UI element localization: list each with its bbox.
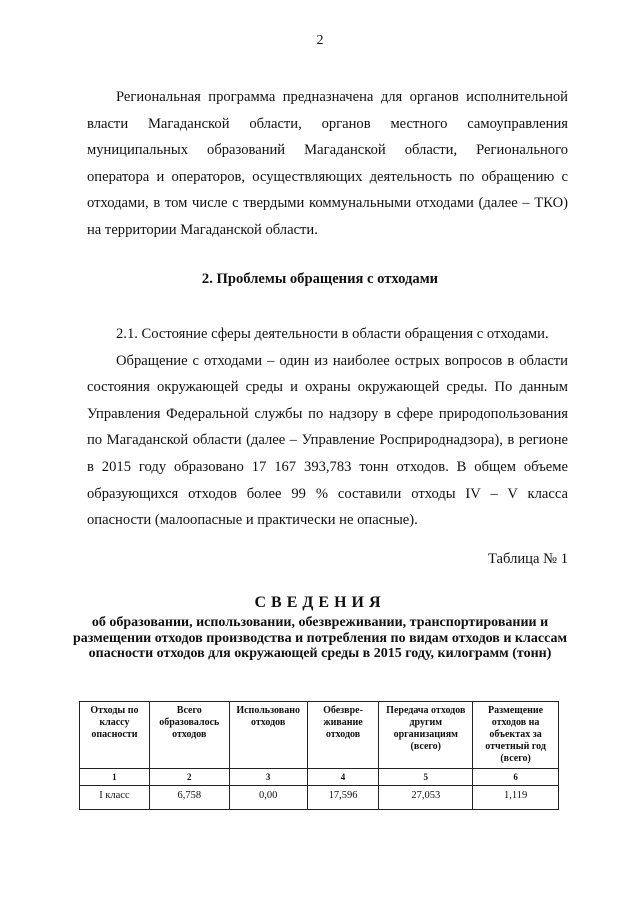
intro-paragraph: Региональная программа предназначена для органов исполнительной власти Магаданской области, органов местного самоуправления муниципальных образований Магаданской области, Регионального оператора и операторов, осуществляющих деятельность по обращению с отходами, в том числе с твердыми коммунальными отходами (далее – ТКО) на территории Магаданской области. [87, 89, 568, 238]
subsection-paragraph: 2.1. Состояние сферы деятельности в области обращения с отходами. [116, 326, 549, 342]
table-subtitle: об образовании, использовании, обезвреживании, транспортировании и размещении отходов производства и потребления по видам отходов и классам опасности отходов для окружающей среды в 2015 году, килограмм (тонн) [73, 615, 567, 662]
table-header-row [80, 702, 559, 769]
column-number: 5 [379, 769, 473, 786]
column-number: 1 [80, 769, 150, 786]
table-cell: 0,00 [229, 786, 307, 810]
column-number: 2 [149, 769, 229, 786]
header-cell: Размещение отходов на объектах за отчетный год (всего) [473, 702, 559, 769]
section-heading: 2. Проблемы обращения с отходами [201, 271, 439, 287]
header-cell: Обезвре-живание отходов [307, 702, 379, 769]
table-row [80, 786, 559, 810]
table-label: Таблица № 1 [488, 551, 568, 567]
table-cell: 17,596 [307, 786, 379, 810]
waste-paragraph: Обращение с отходами – один из наиболее острых вопросов в области состояния окружающей среды и охраны окружающей среды. По данным Управления Федеральной службы по надзору в сфере природопользования по Магаданской области (далее – Управление Росприроднадзора), в регионе в 2015 году образовано 17 167 393,783 тонн отходов. В общем объеме образующихся отходов более 99 % составили отходы IV – V класса опасности (малоопасные и практически не опасные). [87, 352, 568, 529]
table-cell: 6,758 [149, 786, 229, 810]
waste-table [79, 701, 559, 810]
header-cell: Отходы по классу опасности [80, 702, 150, 769]
intro-section [87, 84, 568, 244]
table-cell: 1,119 [473, 786, 559, 810]
header-cell: Всего образовалось отходов [149, 702, 229, 769]
column-number: 3 [229, 769, 307, 786]
page-number: 2 [316, 33, 324, 48]
column-number: 4 [307, 769, 379, 786]
header-cell: Передача отходов другим организациям (всего) [379, 702, 473, 769]
table-cell: 27,053 [379, 786, 473, 810]
column-number-row [80, 769, 559, 786]
table-title: СВЕДЕНИЯ [254, 594, 386, 611]
section-body [87, 321, 568, 534]
column-number: 6 [473, 769, 559, 786]
table-cell: I класс [80, 786, 150, 810]
header-cell: Использовано отходов [229, 702, 307, 769]
